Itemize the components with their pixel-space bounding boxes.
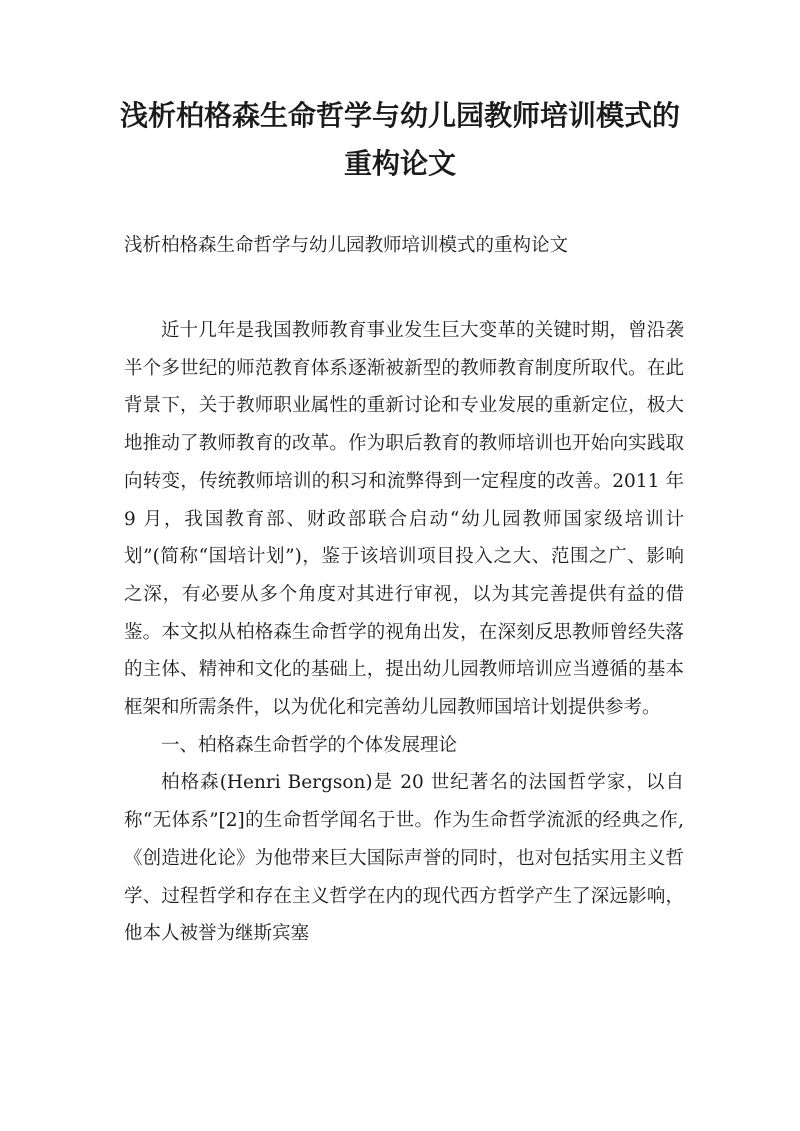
intro-paragraph: 近十几年是我国教师教育事业发生巨大变革的关键时期，曾沿袭半个多世纪的师范教育体系逐渐被新型的教师教育制度所取代。在此背景下，关于教师职业属性的重新讨论和专业发展的重新定位，极大地推动了教师教育的改革。作为职后教育的教师培训也开始向实践取向转变，传统教师培训的积习和流弊得到一定程度的改善。2011 年 9 月，我国教育部、财政部联合启动“幼儿园教师国家级培训计划”(简称“国培计划”)，鉴于该培训项目投入之大、范围之广、影响之深，有必要从多个角度对其进行审视，以为其完善提供有益的借鉴。本文拟从柏格森生命哲学的视角出发，在深刻反思教师曾经失落的主体、精神和文化的基础上，提出幼儿园教师培训应当遵循的基本框架和所需条件，以为优化和完善幼儿园教师国培计划提供参考。 — [124, 320, 684, 719]
section-heading: 一、柏格森生命哲学的个体发展理论 — [161, 734, 458, 756]
document-body — [124, 312, 684, 953]
document-subtitle: 浅析柏格森生命哲学与幼儿园教师培训模式的重构论文 — [124, 235, 569, 256]
section-paragraph: 柏格森(Henri Bergson)是 20 世纪著名的法国哲学家，以自称“无体系”[2]的生命哲学闻名于世。作为生命哲学流派的经典之作,《创造进化论》为他带来巨大国际声誉的同时，也对包括实用主义哲学、过程哲学和存在主义哲学在内的现代西方哲学产生了深远影响，他本人被誉为继斯宾塞 — [124, 772, 684, 945]
document-title: 浅析柏格森生命哲学与幼儿园教师培训模式的重构论文 — [120, 99, 681, 180]
